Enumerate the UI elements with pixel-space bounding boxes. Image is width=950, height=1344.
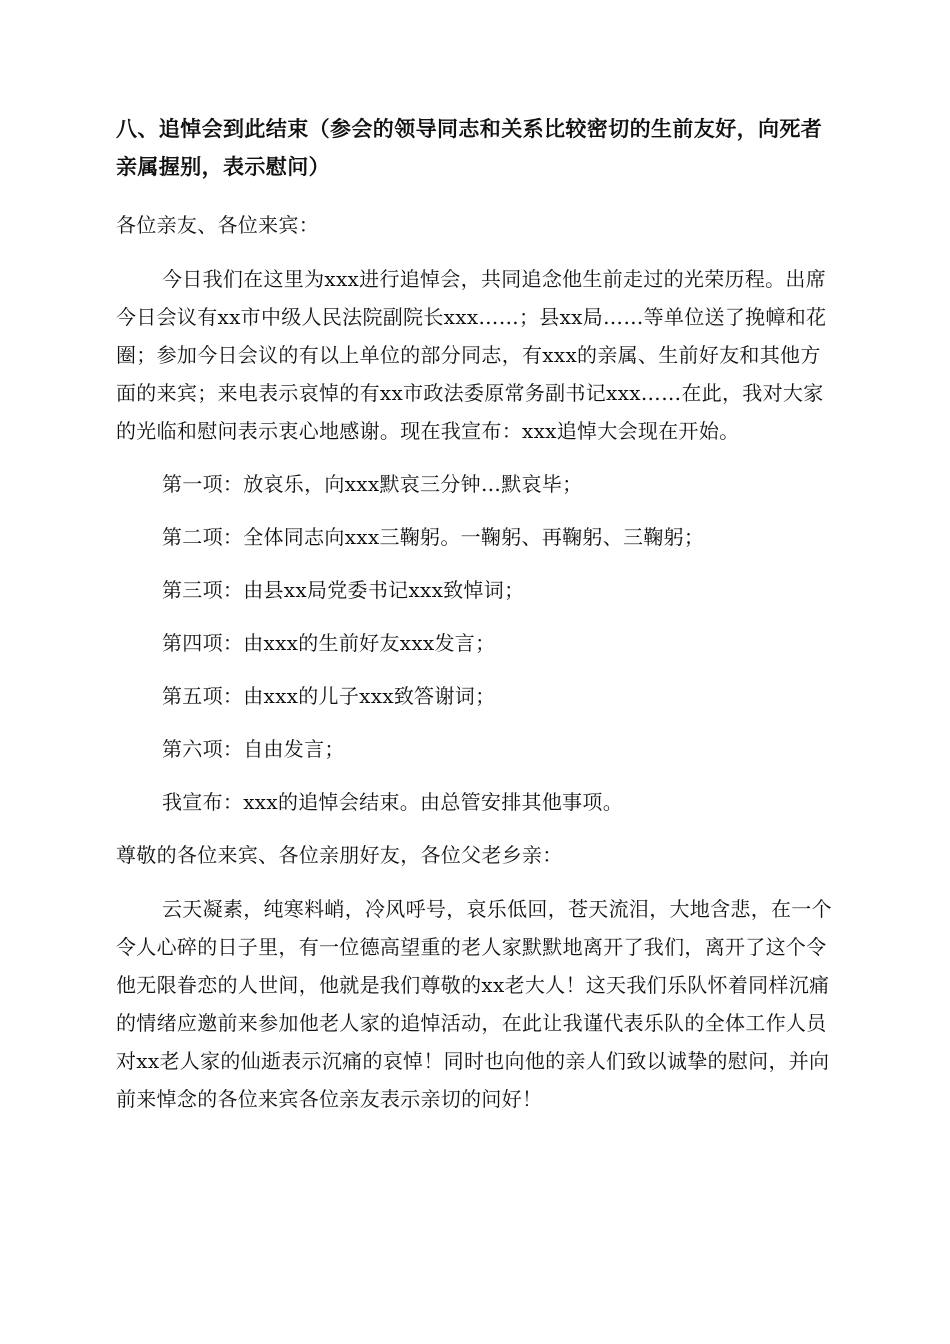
agenda-item-2: 第二项：全体同志向xxx三鞠躬。一鞠躬、再鞠躬、三鞠躬； [162,525,705,549]
document-body [116,110,834,1118]
agenda-item-3: 第三项：由县xx局党委书记xxx致悼词； [162,578,525,602]
closing-announcement: 我宣布：xxx的追悼会结束。由总管安排其他事项。 [162,790,624,814]
agenda-item-1: 第一项：放哀乐，向xxx默哀三分钟…默哀毕； [162,472,583,496]
agenda-item-4: 第四项：由xxx的生前好友xxx发言； [162,631,496,655]
agenda-item-5: 第五项：由xxx的儿子xxx致答谢词； [162,684,496,708]
greeting-relatives-guests: 各位亲友、各位来宾： [116,213,319,237]
greeting-honored-guests: 尊敬的各位来宾、各位亲朋好友，各位父老乡亲： [116,843,563,867]
band-condolence-paragraph: 云天凝素，纯寒料峭，冷风呼号，哀乐低回，苍天流泪，大地含悲，在一个令人心碎的日子里，有一位德高望重的老人家默默地离开了我们，离开了这个令他无限眷恋的人世间，他就是我们尊敬的xx老大人！这天我们乐队怀着同样沉痛的情绪应邀前来参加他老人家的追悼活动，在此让我谨代表乐队的全体工作人员对xx老人家的仙逝表示沉痛的哀悼！同时也向他的亲人们致以诚挚的慰问，并向前来悼念的各位来宾各位亲友表示亲切的问好！ [116,897,832,1111]
agenda-item-6: 第六项：自由发言； [162,737,345,761]
intro-paragraph: 今日我们在这里为xxx进行追悼会，共同追念他生前走过的光荣历程。出席今日会议有xx市中级人民法院副院长xxx……；县xx局……等单位送了挽幛和花圈；参加今日会议的有以上单位的部分同志，有xxx的亲属、生前好友和其他方面的来宾；来电表示哀悼的有xx市政法委原常务副书记xxx……在此，我对大家的光临和慰问表示衷心地感谢。现在我宣布：xxx追悼大会现在开始。 [116,267,827,443]
section-heading: 八、追悼会到此结束（参会的领导同志和关系比较密切的生前友好，向死者亲属握别，表示慰问） [116,117,823,179]
